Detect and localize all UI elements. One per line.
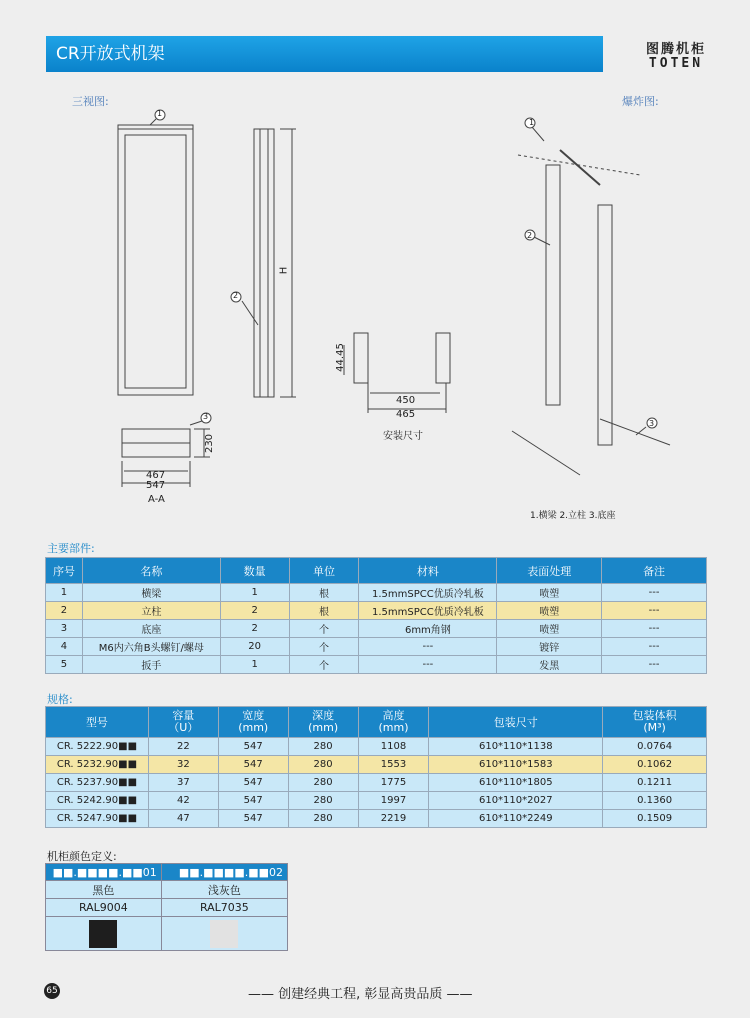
dim-4445: 44.45 [334, 343, 346, 372]
table-cell: 610*110*2027 [429, 792, 603, 810]
three-view-label: 三视图: [72, 95, 109, 108]
callout-2: 2 [233, 291, 239, 300]
dim-230: 230 [204, 433, 216, 454]
colors-table [45, 863, 288, 951]
table-cell: 22 [148, 738, 218, 756]
table-cell: 280 [288, 810, 358, 828]
table-cell: 280 [288, 792, 358, 810]
table-cell: 610*110*2249 [429, 810, 603, 828]
table-cell: 喷塑 [497, 584, 602, 602]
color-name-row [46, 881, 288, 899]
table-cell: 立柱 [82, 602, 220, 620]
table-cell: 37 [148, 774, 218, 792]
table-cell: 喷塑 [497, 620, 602, 638]
callout-1: 1 [157, 109, 163, 118]
table-cell: 1775 [358, 774, 429, 792]
table-cell: --- [602, 584, 707, 602]
table-cell: 1.5mmSPCC优质冷轧板 [359, 602, 497, 620]
dim-547: 547 [146, 480, 166, 491]
exploded-legend: 1.横梁 2.立柱 3.底座 [530, 511, 616, 521]
table-cell: 280 [288, 774, 358, 792]
table-cell: 1553 [358, 756, 429, 774]
table-row [46, 738, 707, 756]
table-cell: 610*110*1805 [429, 774, 603, 792]
table-cell: 0.1509 [603, 810, 707, 828]
table-cell: 喷塑 [497, 602, 602, 620]
specs-title: 规格: [47, 693, 73, 706]
table-cell: 0.1360 [603, 792, 707, 810]
install-label: 安装尺寸 [383, 431, 423, 442]
table-row [46, 774, 707, 792]
specs-header: 高度 (mm) [358, 707, 429, 738]
table-cell: 个 [289, 638, 359, 656]
color-code-row [46, 864, 288, 881]
table-cell: 底座 [82, 620, 220, 638]
table-cell: --- [602, 602, 707, 620]
table-cell: --- [602, 656, 707, 674]
table-cell: 32 [148, 756, 218, 774]
table-cell: CR. 5222.90■■ [46, 738, 149, 756]
table-cell: CR. 5232.90■■ [46, 756, 149, 774]
table-row [46, 792, 707, 810]
table-cell: 547 [218, 792, 288, 810]
color-swatch-light-gray [210, 920, 238, 948]
table-cell: 547 [218, 810, 288, 828]
table-cell: 根 [289, 602, 359, 620]
brand-en: TOTEN [648, 56, 704, 71]
table-row [46, 756, 707, 774]
color-ral: RAL9004 [46, 899, 162, 917]
colors-title: 机柜颜色定义: [47, 850, 117, 863]
parts-header: 表面处理 [497, 558, 602, 584]
color-swatch-row [46, 917, 288, 951]
parts-header: 单位 [289, 558, 359, 584]
table-cell: 547 [218, 738, 288, 756]
table-row [46, 620, 707, 638]
section-aa: A-A [148, 494, 165, 505]
table-cell: 6mm角钢 [359, 620, 497, 638]
dim-467: 467 [146, 470, 166, 481]
table-cell: --- [602, 620, 707, 638]
table-cell: 280 [288, 738, 358, 756]
table-row [46, 810, 707, 828]
table-row [46, 656, 707, 674]
parts-header: 数量 [220, 558, 289, 584]
table-cell: 0.1062 [603, 756, 707, 774]
table-row [46, 638, 707, 656]
parts-header: 材料 [359, 558, 497, 584]
table-cell: M6内六角B头螺钉/螺母 [82, 638, 220, 656]
specs-header: 容量 （U） [148, 707, 218, 738]
table-cell: 1.5mmSPCC优质冷轧板 [359, 584, 497, 602]
table-cell: 47 [148, 810, 218, 828]
exploded-callout-3: 3 [649, 419, 655, 428]
parts-table [45, 557, 707, 674]
page-number: 65 [44, 983, 60, 999]
install-bracket-left [354, 333, 368, 383]
table-cell: 2 [220, 620, 289, 638]
table-cell: 2219 [358, 810, 429, 828]
dim-h: H [278, 266, 290, 275]
side-view-column [254, 129, 274, 397]
parts-header-row [46, 558, 707, 584]
table-cell: 1108 [358, 738, 429, 756]
table-cell: 横梁 [82, 584, 220, 602]
table-cell: 1 [220, 656, 289, 674]
exploded-callout-1: 1 [529, 118, 535, 127]
table-cell: 0.1211 [603, 774, 707, 792]
table-cell: 547 [218, 774, 288, 792]
specs-header: 包装尺寸 [429, 707, 603, 738]
table-cell: 3 [46, 620, 83, 638]
specs-header: 宽度 (mm) [218, 707, 288, 738]
specs-table [45, 706, 707, 828]
table-cell: CR. 5247.90■■ [46, 810, 149, 828]
color-ral: RAL7035 [161, 899, 287, 917]
table-cell: 610*110*1138 [429, 738, 603, 756]
parts-title: 主要部件: [47, 542, 95, 555]
table-cell: 4 [46, 638, 83, 656]
page-title: CR开放式机架 [46, 36, 603, 72]
parts-header: 备注 [602, 558, 707, 584]
install-bracket-right [436, 333, 450, 383]
exploded-column-right [598, 205, 612, 445]
table-cell: 1 [220, 584, 289, 602]
table-cell: 42 [148, 792, 218, 810]
color-code: ■■.■■■■.■■02 [161, 864, 287, 881]
table-cell: CR. 5237.90■■ [46, 774, 149, 792]
color-name: 浅灰色 [161, 881, 287, 899]
table-cell: --- [602, 638, 707, 656]
brand-logo [640, 38, 712, 71]
dim-465: 465 [396, 409, 416, 420]
color-swatch-black [89, 920, 117, 948]
specs-header-row [46, 707, 707, 738]
specs-header: 型号 [46, 707, 149, 738]
table-cell: 610*110*1583 [429, 756, 603, 774]
table-cell: 2 [46, 602, 83, 620]
color-code: ■■.■■■■.■■01 [46, 864, 162, 881]
table-cell: 扳手 [82, 656, 220, 674]
table-cell: --- [359, 656, 497, 674]
exploded-callout-2: 2 [527, 231, 533, 240]
exploded-column-left [546, 165, 560, 405]
dim-450: 450 [396, 395, 416, 406]
callout-3: 3 [203, 412, 209, 421]
specs-header: 深度 (mm) [288, 707, 358, 738]
table-cell: 根 [289, 584, 359, 602]
front-view-frame [118, 125, 193, 395]
color-ral-row [46, 899, 288, 917]
table-cell: 1 [46, 584, 83, 602]
footer-slogan: —— 创建经典工程, 彰显高贵品质 —— [248, 987, 473, 1002]
specs-header: 包装体积 (M³) [603, 707, 707, 738]
table-cell: 280 [288, 756, 358, 774]
table-row [46, 602, 707, 620]
table-cell: --- [359, 638, 497, 656]
table-cell: 20 [220, 638, 289, 656]
table-cell: 5 [46, 656, 83, 674]
technical-drawings [40, 105, 700, 525]
table-cell: 个 [289, 620, 359, 638]
table-row [46, 584, 707, 602]
parts-header: 名称 [82, 558, 220, 584]
table-cell: 镀锌 [497, 638, 602, 656]
table-cell: 2 [220, 602, 289, 620]
table-cell: CR. 5242.90■■ [46, 792, 149, 810]
table-cell: 0.0764 [603, 738, 707, 756]
table-cell: 547 [218, 756, 288, 774]
table-cell: 发黑 [497, 656, 602, 674]
exploded-label: 爆炸图: [622, 95, 659, 108]
color-name: 黑色 [46, 881, 162, 899]
table-cell: 个 [289, 656, 359, 674]
table-cell: 1997 [358, 792, 429, 810]
parts-header: 序号 [46, 558, 83, 584]
brand-cn: 图腾机柜 [645, 42, 706, 57]
